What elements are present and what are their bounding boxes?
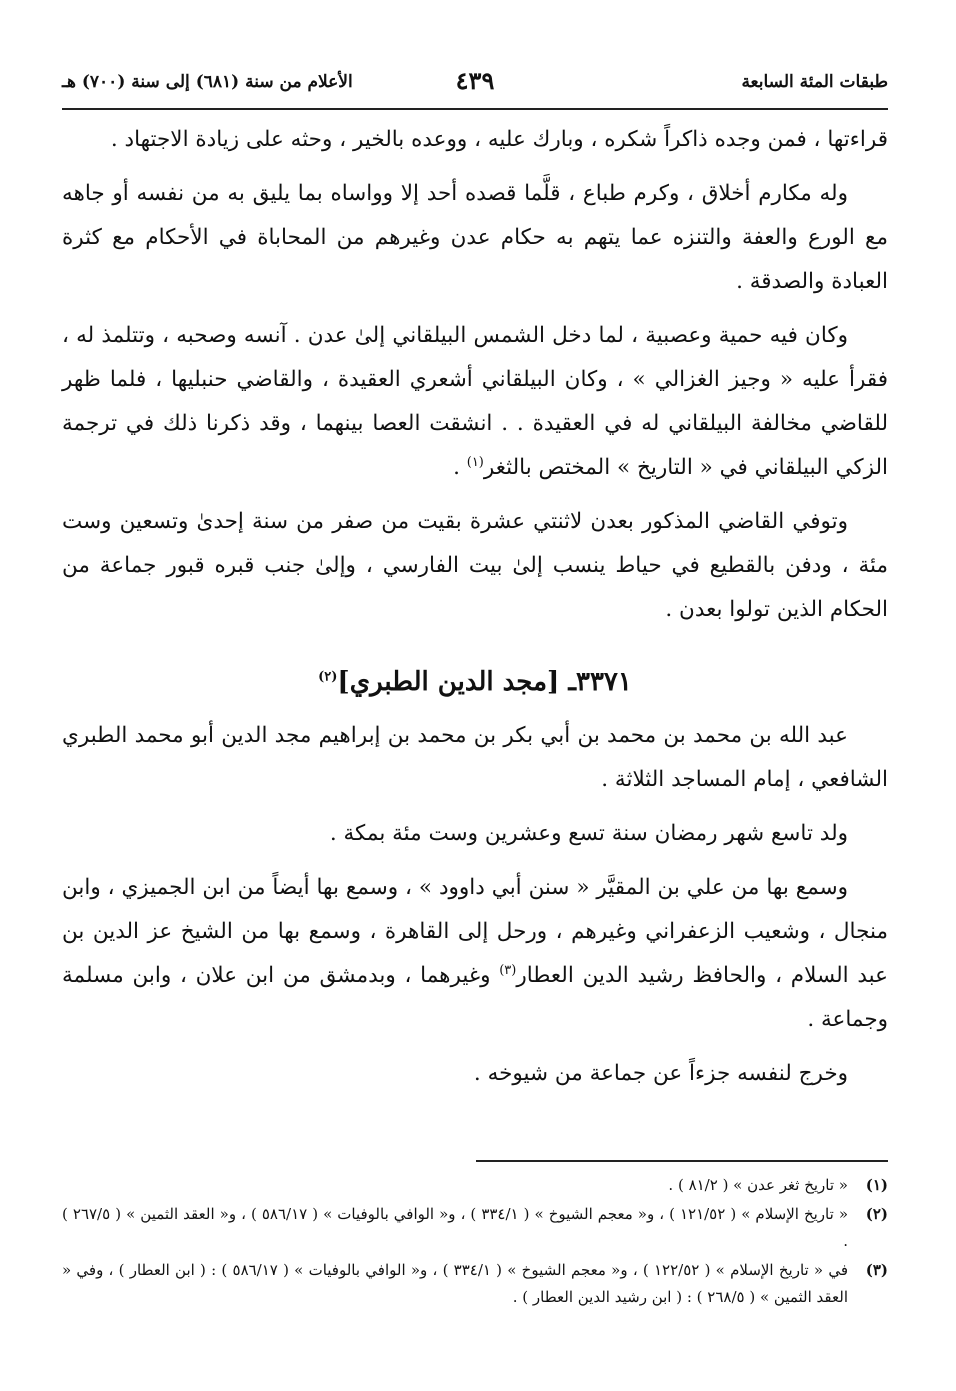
- footnote-ref: (٢): [318, 669, 338, 685]
- page-number: ٤٣٩: [455, 66, 495, 95]
- paragraph: [62, 866, 888, 1042]
- footnote: [62, 1257, 888, 1311]
- footnotes: [62, 1172, 888, 1313]
- main-text: [62, 118, 888, 1106]
- paragraph-end: .: [453, 455, 467, 480]
- paragraph-end: وغيرهما ، وبدمشق من ابن علان ، وابن مسلمة وجماعة .: [62, 963, 888, 1032]
- footnote-ref: (١): [466, 454, 484, 470]
- biography-title-text: ٣٣٧١ـ [مجد الدين الطبري]: [337, 667, 632, 697]
- footnote-number: (١): [865, 1176, 888, 1194]
- paragraph: ولد تاسع شهر رمضان سنة تسع وعشرين وست مئة بمكة .: [329, 821, 848, 846]
- page-header: [62, 62, 888, 102]
- paragraph-text: وسمع بها من علي بن المقيَّر « سنن أبي داوود » ، وسمع بها أيضاً من ابن الجميزي ، وابن منجال ، وشعيب الزعفراني وغيرهم ، ورحل إلى القاهرة ، وسمع بها من الشيخ عز الدين بن عبد السلام ، والحافظ رشيد الدين العطار: [62, 875, 888, 988]
- paragraph-text: وكان فيه حمية وعصبية ، لما دخل الشمس البيلقاني إلىٰ عدن . آنسه وصحبه ، وتتلمذ له ، فقرأ عليه « وجيز الغزالي » ، وكان البيلقاني أشعري العقيدة ، والقاضي حنبليها ، فلما ظهر للقاضي مخالفة البيلقاني له في العقيدة . . انشقت العصا بينهما ، وقد ذكرنا ذلك في ترجمة الزكي البيلقاني في « التاريخ » المختص بالثغر: [62, 323, 888, 480]
- running-title-left: الأعلام من سنة (٦٨١) إلى سنة (٧٠٠) هـ: [62, 72, 353, 92]
- footnote-number: (٢): [865, 1205, 888, 1223]
- biography-title: [62, 660, 888, 704]
- footnote-rule: [476, 1160, 888, 1162]
- paragraph: عبد الله بن محمد بن محمد بن أبي بكر بن محمد بن إبراهيم مجد الدين أبو محمد الطبري الشافعي ، إمام المساجد الثلاثة .: [62, 723, 888, 792]
- footnote: [62, 1172, 888, 1199]
- paragraph: [62, 314, 888, 490]
- running-title-right: طبقات المئة السابعة: [741, 72, 888, 92]
- paragraph: وله مكارم أخلاق ، وكرم طباع ، قلَّما قصده أحد إلا وواساه بما يليق به من نفسه أو جاهه مع الورع والعفة والتنزه عما يتهم به حكام عدن وغيرهم من المحاباة في الأحكام مع كثرة العبادة والصدقة .: [62, 181, 888, 294]
- footnote-text: في « تاريخ الإسلام » ( ١٢٢/٥٢ ) ، و« معجم الشيوخ » ( ٣٣٤/١ ) ، و« الوافي بالوفيات » ( ٥٨٦/١٧ ) : ( ابن العطار ) ، وفي « العقد الثمين » ( ٢٦٨/٥ ) : ( ابن رشيد الدين العطار ) .: [62, 1261, 849, 1306]
- footnote-text: « تاريخ الإسلام » ( ١٢١/٥٢ ) ، و« معجم الشيوخ » ( ٣٣٤/١ ) ، و« الوافي بالوفيات » ( ٥٨٦/١٧ ) ، و« العقد الثمين » ( ٢٦٧/٥ ) .: [62, 1205, 849, 1250]
- footnote-text: « تاريخ ثغر عدن » ( ٨١/٢ ) .: [668, 1176, 848, 1194]
- footnote-ref: (٣): [499, 962, 517, 978]
- header-rule: [62, 108, 888, 110]
- paragraph: وتوفي القاضي المذكور بعدن لاثنتي عشرة بقيت من صفر من سنة إحدىٰ وتسعين وست مئة ، ودفن بالقطيع في حياط ينسب إلىٰ بيت الفارسي ، وإلىٰ جنب قبره قبور جماعة من الحكام الذين تولوا بعدن .: [62, 509, 888, 622]
- paragraph: قراءتها ، فمن وجده ذاكراً شكره ، وبارك عليه ، ووعده بالخير ، وحثه على زيادة الاجتهاد .: [110, 127, 888, 152]
- paragraph: وخرج لنفسه جزءاً عن جماعة من شيوخه .: [473, 1061, 848, 1086]
- footnote-number: (٣): [865, 1261, 888, 1279]
- footnote: [62, 1201, 888, 1255]
